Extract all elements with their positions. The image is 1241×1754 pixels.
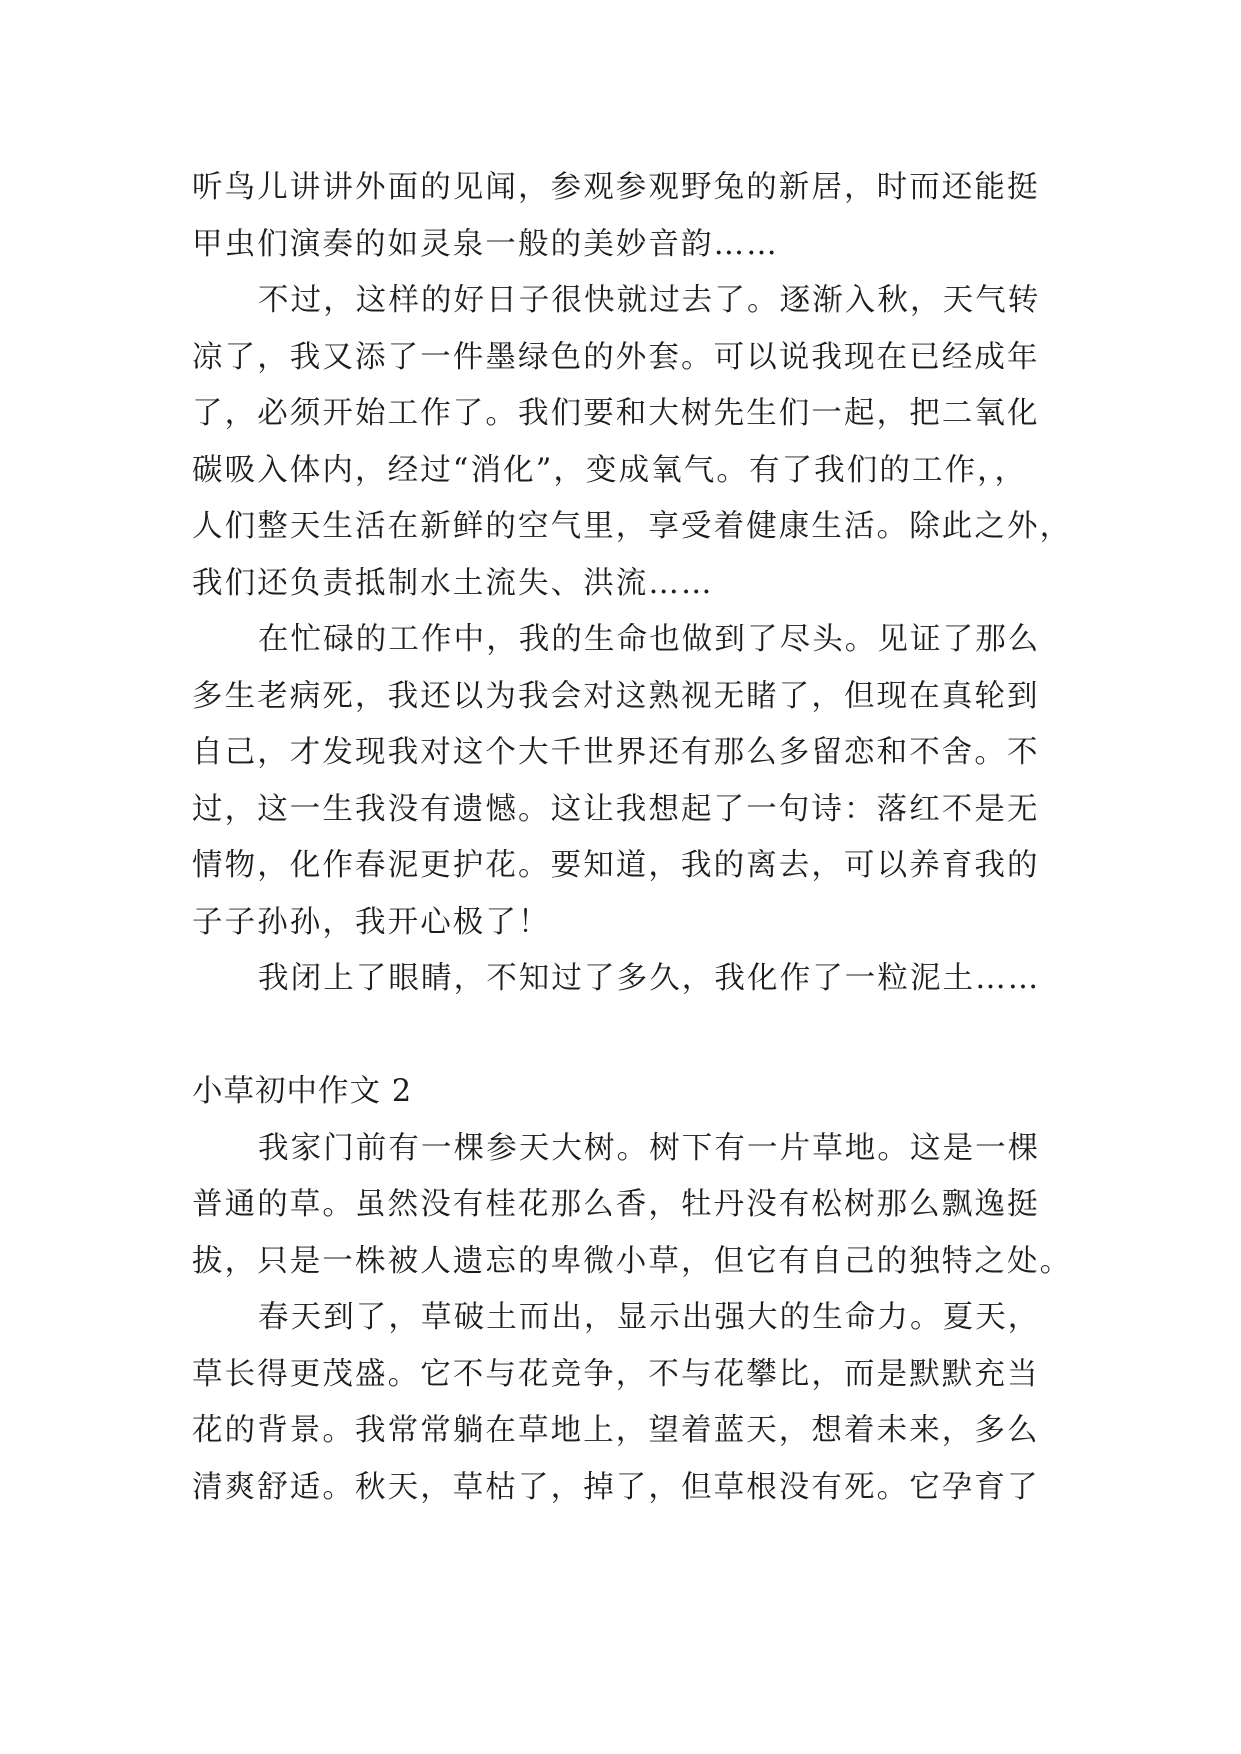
paragraph-line: 不过，这样的好日子很快就过去了。逐渐入秋，天气转: [258, 283, 1041, 318]
document-body: [192, 160, 1073, 1516]
paragraph-line: 春天到了，草破土而出，显示出强大的生命力。夏天，: [258, 1300, 1041, 1335]
paragraph-line: 甲虫们演奏的如灵泉一般的美妙音韵……: [192, 226, 779, 262]
paragraph-line: 凉了，我又添了一件墨绿色的外套。可以说我现在已经成年: [192, 339, 1040, 375]
paragraph-line: 人们整天生活在新鲜的空气里，享受着健康生活。除此之外，: [192, 509, 1073, 544]
paragraph-line: 听鸟儿讲讲外面的见闻，参观参观野兔的新居，时而还能挺: [192, 170, 1040, 205]
paragraph-line: 我闭上了眼睛，不知过了多久，我化作了一粒泥土……: [258, 961, 1041, 996]
paragraph-line: 在忙碌的工作中，我的生命也做到了尽头。见证了那么: [258, 622, 1041, 657]
paragraph-line: 碳吸入体内，经过“消化”，变成氧气。有了我们的工作，，: [192, 452, 1028, 488]
paragraph-line: 情物，化作春泥更护花。要知道，我的离去，可以养育我的: [192, 848, 1040, 883]
paragraph-line: 过，这一生我没有遗憾。这让我想起了一句诗：落红不是无: [192, 791, 1040, 827]
paragraph-line: 自己，才发现我对这个大千世界还有那么多留恋和不舍。不: [192, 735, 1040, 770]
section-title: 小草初中作文 2: [192, 1074, 413, 1109]
paragraph-line: 拔，只是一株被人遗忘的卑微小草，但它有自己的独特之处。: [192, 1243, 1073, 1279]
paragraph-line: 花的背景。我常常躺在草地上，望着蓝天，想着未来，多么: [192, 1413, 1040, 1448]
paragraph-line: 了，必须开始工作了。我们要和大树先生们一起，把二氧化: [192, 396, 1040, 431]
paragraph-line: 我们还负责抵制水土流失、洪流……: [192, 565, 714, 601]
section-spacer: [192, 1008, 1052, 1065]
paragraph-line: 草长得更茂盛。它不与花竞争，不与花攀比，而是默默充当: [192, 1356, 1040, 1392]
paragraph-line: 多生老病死，我还以为我会对这熟视无睹了，但现在真轮到: [192, 678, 1040, 714]
paragraph-line: 我家门前有一棵参天大树。树下有一片草地。这是一棵: [258, 1130, 1041, 1166]
paragraph-line: 普通的草。虽然没有桂花那么香，牡丹没有松树那么飘逸挺: [192, 1187, 1040, 1222]
paragraph-line: 子子孙孙，我开心极了！: [192, 904, 551, 940]
paragraph-line: 清爽舒适。秋天，草枯了，掉了，但草根没有死。它孕育了: [192, 1469, 1040, 1505]
